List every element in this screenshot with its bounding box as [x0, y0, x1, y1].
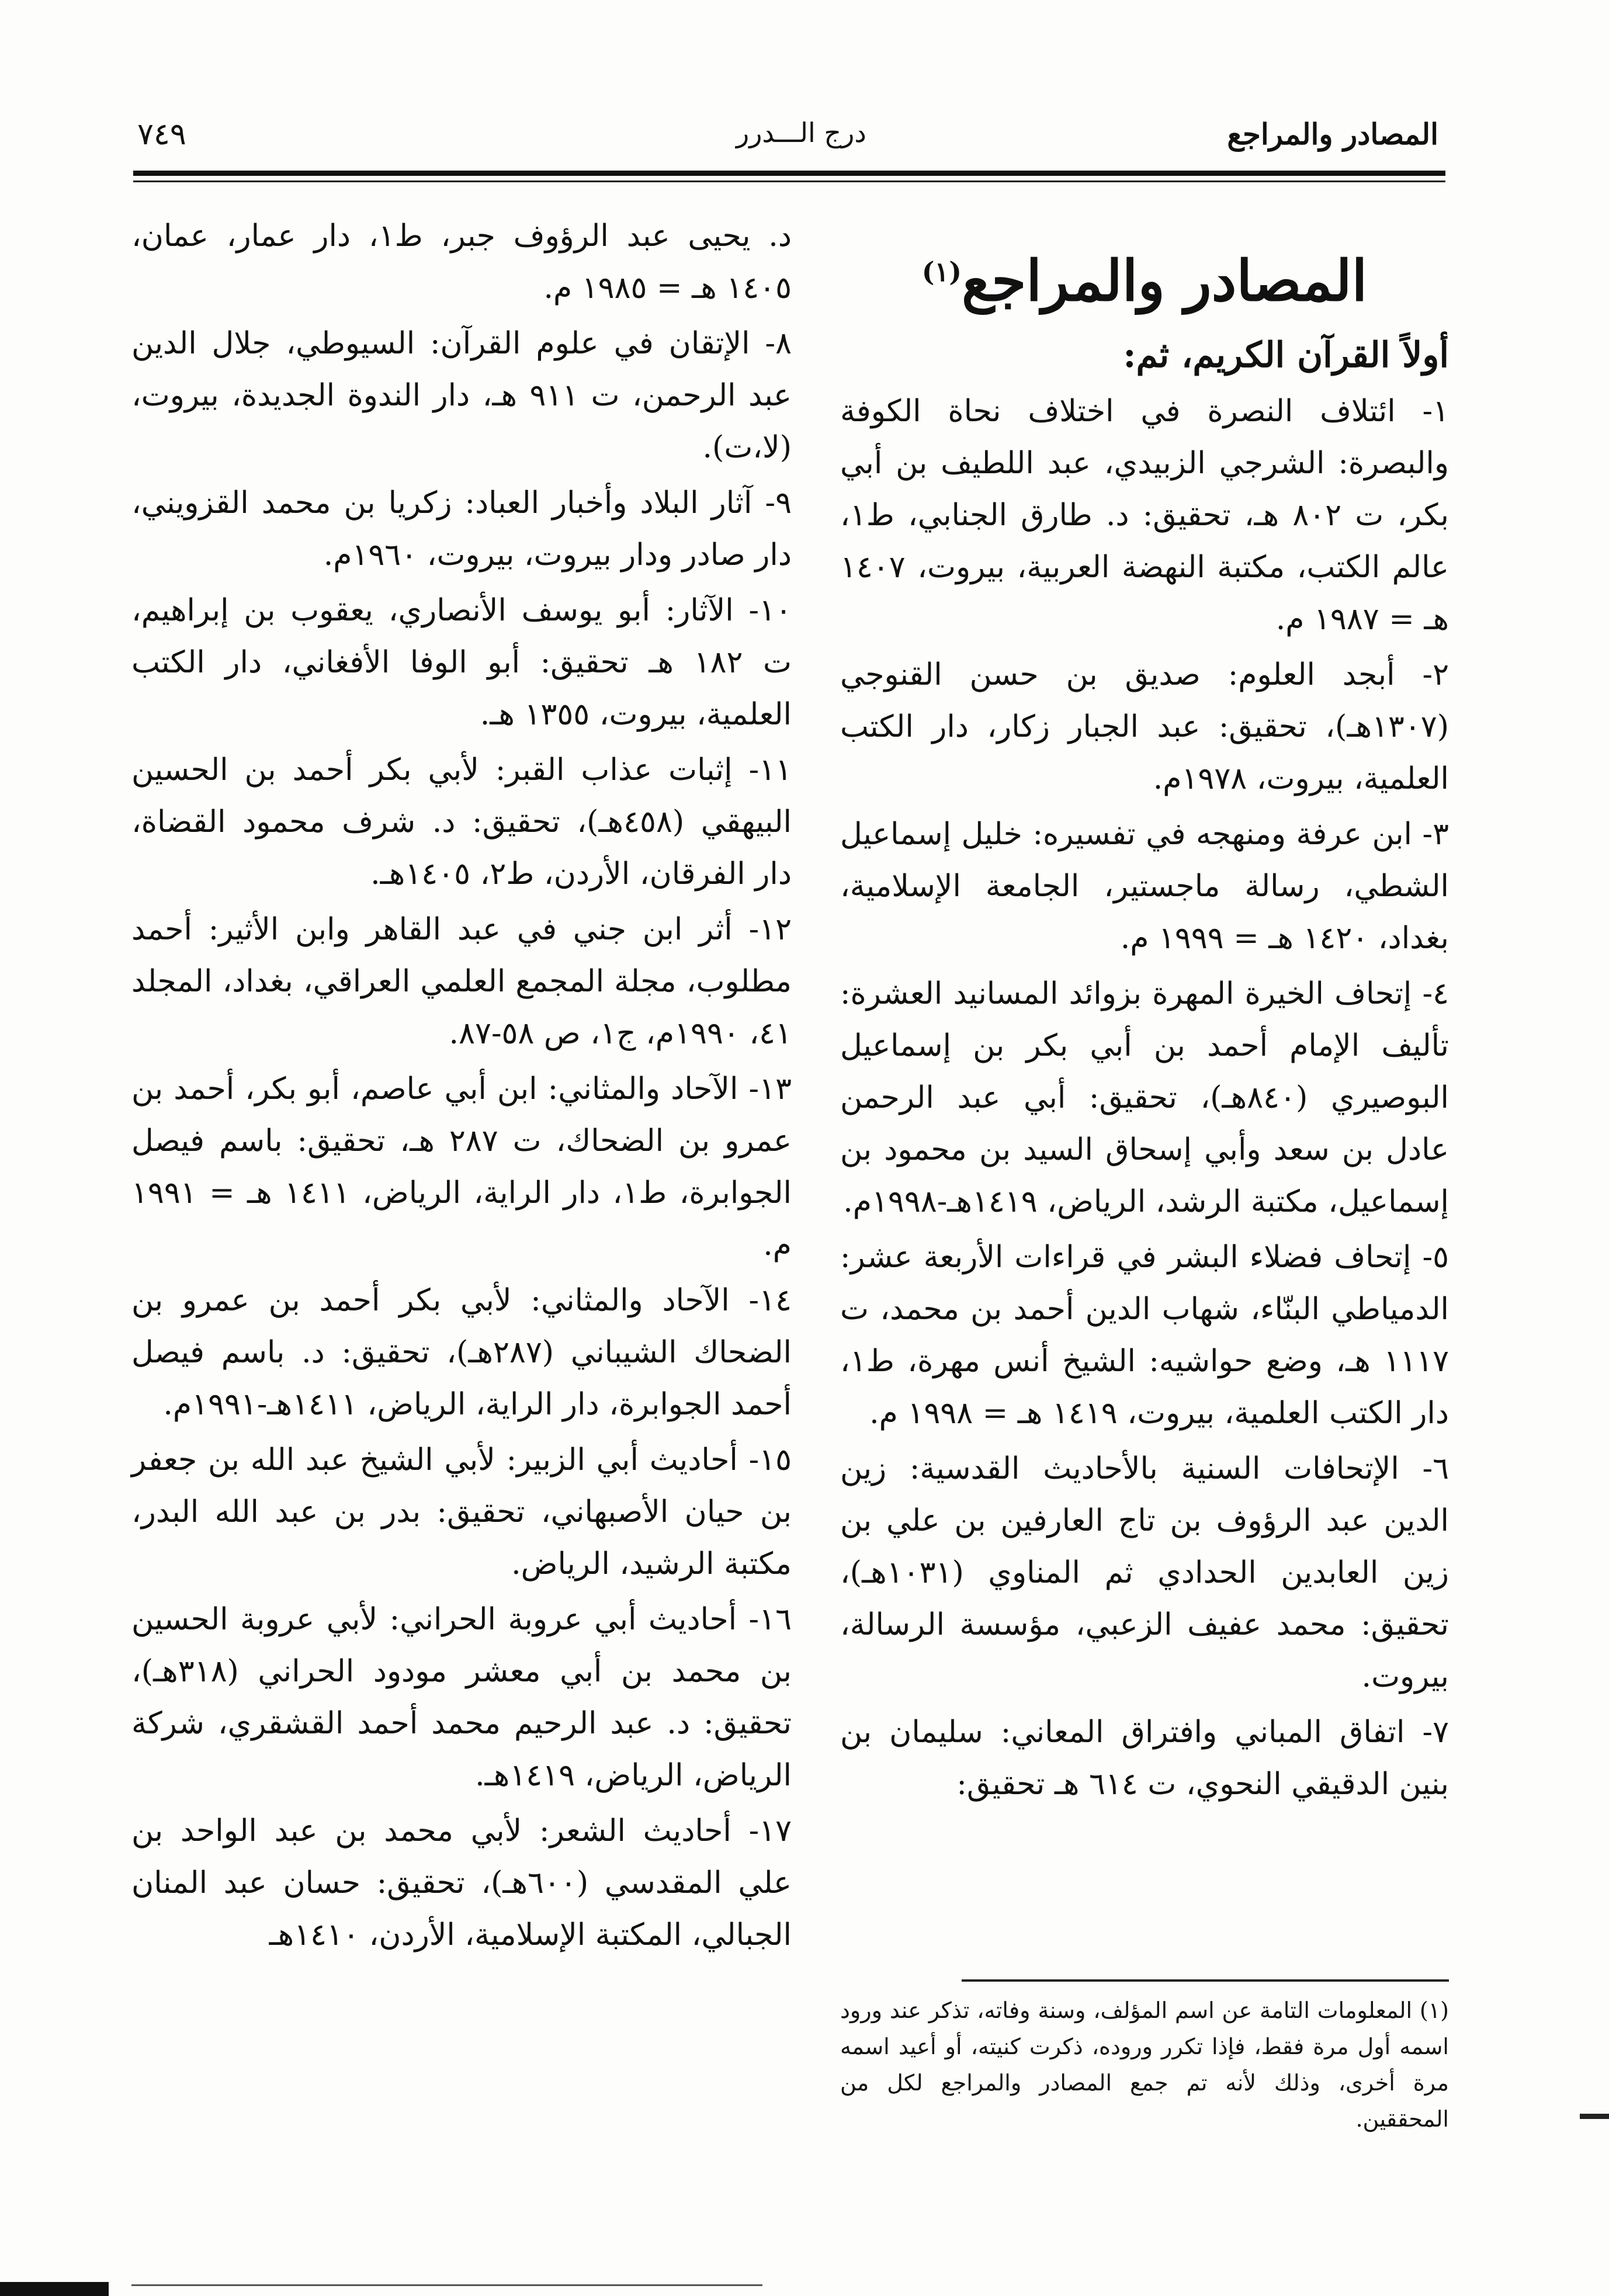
bibliography-entry: ٢- أبجد العلوم: صديق بن حسن القنوجي (١٣٠٧هـ)، تحقيق: عبد الجبار زكار، دار الكتب العلمية، بيروت، ١٩٧٨م.: [840, 657, 1449, 796]
bibliography-entry: ١٥- أحاديث أبي الزبير: لأبي الشيخ عبد الله بن جعفر بن حيان الأصبهاني، تحقيق: بدر بن عبد الله البدر، مكتبة الرشيد، الرياض.: [131, 1442, 792, 1581]
bibliography-entry: ١- ائتلاف النصرة في اختلاف نحاة الكوفة والبصرة: الشرجي الزبيدي، عبد اللطيف بن أبي بكر، ت ٨٠٢ هـ، تحقيق: د. طارق الجنابي، ط١، عالم الكتب، مكتبة النهضة العربية، بيروت، ١٤٠٧ هـ = ١٩٨٧ م.: [840, 394, 1449, 637]
scan-edge-mark: [1580, 2114, 1609, 2119]
bibliography-entry: ٦- الإتحافات السنية بالأحاديث القدسية: زين الدين عبد الرؤوف بن تاج العارفين بن علي بن زين العابدين الحدادي ثم المناوي (١٠٣١هـ)، تحقيق: محمد عفيف الزعبي، مؤسسة الرسالة، بيروت.: [840, 1451, 1449, 1694]
bibliography-entry: ٣- ابن عرفة ومنهجه في تفسيره: خليل إسماعيل الشطي، رسالة ماجستير، الجامعة الإسلامية، بغداد، ١٤٢٠ هـ = ١٩٩٩ م.: [840, 817, 1449, 956]
scan-bottom-bar: [0, 2282, 109, 2296]
bibliography-entry: ١٦- أحاديث أبي عروبة الحراني: لأبي عروبة الحسين بن محمد بن أبي معشر مودود الحراني (٣١٨هـ)، تحقيق: د. عبد الرحيم محمد أحمد القشقري، شركة الرياض، الرياض، ١٤١٩هـ.: [131, 1602, 792, 1793]
page-title: [840, 237, 1449, 316]
bibliography-entry: ٩- آثار البلاد وأخبار العباد: زكريا بن محمد القزويني، دار صادر ودار بيروت، بيروت، ١٩٦٠م.: [131, 485, 792, 573]
footnote: (١) المعلومات التامة عن اسم المؤلف، وسنة وفاته، تذكر عند ورود اسمه أول مرة فقط، فإذا تكرر وروده، ذكرت كنيته، أو أعيد اسمه مرة أخرى، وذلك لأنه تم جمع المصادر والمراجع لكل من المحققين.: [840, 1997, 1449, 2132]
bibliography-entry: ٧- اتفاق المباني وافتراق المعاني: سليمان بن بنين الدقيقي النحوي، ت ٦١٤ هـ تحقيق:: [840, 1715, 1449, 1802]
scan-bottom-rule: [131, 2284, 762, 2286]
footnote-rule: [962, 1979, 1449, 1982]
bibliography-entry: ٤- إتحاف الخيرة المهرة بزوائد المسانيد العشرة: تأليف الإمام أحمد بن أبي بكر بن إسماعيل البوصيري (٨٤٠هـ)، تحقيق: أبي عبد الرحمن عادل بن سعد وأبي إسحاق السيد بن محمود بن إسماعيل، مكتبة الرشد، الرياض، ١٤١٩هـ-١٩٩٨م.: [840, 976, 1449, 1219]
page-title-text: المصادر والمراجع: [961, 248, 1368, 314]
bibliography-entry: ٨- الإتقان في علوم القرآن: السيوطي، جلال الدين عبد الرحمن، ت ٩١١ هـ، دار الندوة الجديدة، بيروت، (لا،ت).: [131, 326, 792, 465]
header-rule-thick: [133, 171, 1445, 176]
bibliography-entry: ١٤- الآحاد والمثاني: لأبي بكر أحمد بن عمرو بن الضحاك الشيباني (٢٨٧هـ)، تحقيق: د. باسم فيصل أحمد الجوابرة، دار الراية، الرياض، ١٤١١هـ-١٩٩١م.: [131, 1283, 792, 1422]
subheading: أولاً القرآن الكريم، ثم:: [1123, 335, 1449, 376]
running-header-book-title: درج الـــدرر: [736, 117, 866, 148]
header-rule-thin: [133, 181, 1445, 182]
right-column: [840, 210, 1449, 1814]
page-number: ٧٤٩: [137, 117, 186, 152]
bibliography-entry: د. يحيى عبد الرؤوف جبر، ط١، دار عمار، عمان، ١٤٠٥ هـ = ١٩٨٥ م.: [131, 218, 792, 306]
running-header-section: المصادر والمراجع: [1227, 117, 1438, 151]
bibliography-entry: ١٣- الآحاد والمثاني: ابن أبي عاصم، أبو بكر، أحمد بن عمرو بن الضحاك، ت ٢٨٧ هـ، تحقيق: باسم فيصل الجوابرة، ط١، دار الراية، الرياض، ١٤١١ هـ = ١٩٩١ م.: [131, 1071, 792, 1263]
bibliography-entry: ٥- إتحاف فضلاء البشر في قراءات الأربعة عشر: الدمياطي البنّاء، شهاب الدين أحمد بن محمد، ت ١١١٧ هـ، وضع حواشيه: الشيخ أنس مهرة، ط١، دار الكتب العلمية، بيروت، ١٤١٩ هـ = ١٩٩٨ م.: [840, 1240, 1449, 1431]
bibliography-entry: ١٢- أثر ابن جني في عبد القاهر وابن الأثير: أحمد مطلوب، مجلة المجمع العلمي العراقي، بغداد، المجلد ٤١، ١٩٩٠م، ج١، ص ٥٨-٨٧.: [131, 912, 792, 1051]
left-column: [131, 210, 792, 1965]
bibliography-entry: ١١- إثبات عذاب القبر: لأبي بكر أحمد بن الحسين البيهقي (٤٥٨هـ)، تحقيق: د. شرف محمود القضاة، دار الفرقان، الأردن، ط٢، ١٤٠٥هـ.: [131, 752, 792, 892]
bibliography-entry: ١٠- الآثار: أبو يوسف الأنصاري، يعقوب بن إبراهيم، ت ١٨٢ هـ تحقيق: أبو الوفا الأفغاني، دار الكتب العلمية، بيروت، ١٣٥٥ هـ.: [131, 593, 792, 732]
title-footnote-mark: (١): [921, 256, 962, 287]
bibliography-entry: ١٧- أحاديث الشعر: لأبي محمد بن عبد الواحد بن علي المقدسي (٦٠٠هـ)، تحقيق: حسان عبد المنان الجبالي، المكتبة الإسلامية، الأردن، ١٤١٠هـ: [131, 1813, 792, 1952]
